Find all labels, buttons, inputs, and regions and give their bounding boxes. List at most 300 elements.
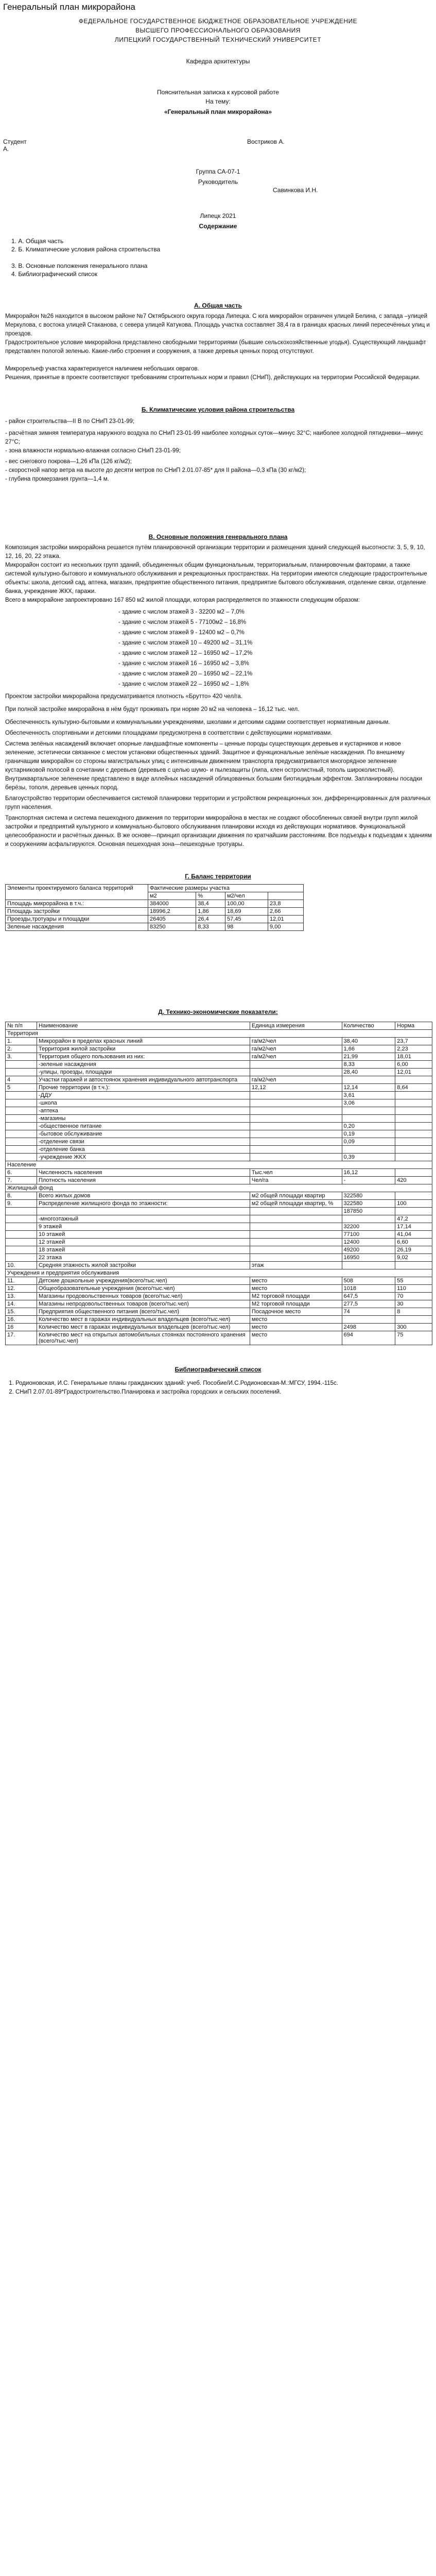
table-cell: 26405 (148, 916, 196, 923)
supervisor-label: Руководитель (198, 178, 238, 185)
table-cell: 11. (6, 1277, 37, 1285)
table-row (6, 1038, 432, 1045)
table-row (6, 1069, 432, 1076)
table-cell: -аптека (37, 1107, 250, 1115)
table-cell (6, 1239, 37, 1246)
table-cell: 18 этажей (37, 1246, 250, 1254)
table-cell: 0,39 (342, 1154, 395, 1161)
table-cell: 12400 (342, 1239, 395, 1246)
table-cell (6, 1061, 37, 1069)
table-cell: Территория общего пользования из них: (37, 1053, 250, 1061)
table-cell: Количество мест в гаражах индивидуальных владельцев (всего/тыс.чел) (37, 1324, 250, 1331)
floor-item: - здание с числом этажей 16 – 16950 м2 – 3,8% (118, 660, 249, 667)
table-row (6, 1169, 432, 1177)
table-cell: 57,45 (225, 916, 268, 923)
table-cell (342, 1215, 395, 1223)
table-cell: м2 общей площади квартир (250, 1192, 342, 1200)
table-row (6, 1177, 432, 1184)
table-cell (6, 1069, 37, 1076)
table-cell (342, 1107, 395, 1115)
table-cell (342, 1316, 395, 1324)
table-cell (6, 1107, 37, 1115)
table-cell: 12,14 (342, 1084, 395, 1092)
paragraph: Система зелёных насаждений включает опорные ландшафтные компоненты – ценные породы существующих деревьев и кустарников и новое зеленение, эстетически связанное с местом установки общественных зданий. Защитное и функциональные зелёные насаждения. По внешнему граничащим микрорайон со стороны магистральных улиц с интенсивным движением транспорта предусматривается многорядное зеленение кустарниковой полосой в сочетании с деревьев (деревьев с целью шумо- и пылезащиты (липа, клен остролистный, тополь широколистный). Внутриквартальное зеленение представлено в виде аллейных насаждений облицованных большим биотицидным эффектом. Запланированы посадки берёзы, тополя, деревьев ценных пород. (5, 741, 423, 791)
table-row (6, 1099, 432, 1107)
table-section-label: Жилищный фонд (6, 1184, 432, 1192)
table-cell: Количество мест на открытых автомобильных стоянках постоянного хранения (всего/тыс.чел) (37, 1331, 250, 1345)
climate-item: - вес снегового покрова—1,26 кПа (126 кг/м2); (5, 459, 132, 465)
table-cell (250, 1061, 342, 1069)
table-cell: место (250, 1324, 342, 1331)
table-cell: 12 этажей (37, 1239, 250, 1246)
student-block (0, 138, 436, 158)
table-cell (250, 1239, 342, 1246)
student-label: Студент (3, 138, 27, 145)
table-cell: га/м2/чел (250, 1053, 342, 1061)
table-cell: 300 (395, 1324, 432, 1331)
table-cell (250, 1092, 342, 1099)
table-cell: 18,69 (225, 908, 268, 916)
balance-table-title: Г. Баланс территории (185, 873, 251, 880)
table-row (6, 1154, 432, 1161)
table-cell: 83250 (148, 923, 196, 931)
table-cell: М2 торговой площади (250, 1300, 342, 1308)
climate-item: - скоростной напор ветра на высоте до десяти метров по СНиП 2.01.07-85* для II района—0,3 кПа (30 кг/м2); (5, 467, 306, 473)
table-cell: 0,20 (342, 1123, 395, 1130)
table-cell (6, 1223, 37, 1231)
section-b-title: Б. Климатические условия района строительства (141, 406, 295, 413)
table-cell: 694 (342, 1331, 395, 1345)
table-cell: место (250, 1277, 342, 1285)
paragraph: Обеспеченность культурно-бытовыми и коммунальными учреждениями, школами и детскими садами соответствует нормативным данным. (5, 719, 390, 725)
table-cell: 1018 (342, 1285, 395, 1293)
table-cell (395, 1262, 432, 1269)
table-cell: 9. (6, 1200, 37, 1208)
table-cell: -отделение связи (37, 1138, 250, 1146)
table-cell: 17,14 (395, 1223, 432, 1231)
table-row (6, 1208, 432, 1215)
table-cell: 12,12 (250, 1084, 342, 1092)
table-row (6, 1262, 432, 1269)
tep-body (6, 1030, 432, 1345)
floors-list (0, 607, 436, 689)
table-cell: 2. (6, 1045, 37, 1053)
table-row (6, 1223, 432, 1231)
table-cell (6, 1092, 37, 1099)
table-section-row (6, 1184, 432, 1192)
table-cell: 16,12 (342, 1169, 395, 1177)
paragraph: При полной застройке микрорайона в нём будут проживать при норме 20 м2 на человека – 16,12 тыс. чел. (5, 706, 300, 713)
table-cell (250, 1123, 342, 1130)
table-cell: Распределение жилищного фонда по этажности: (37, 1200, 250, 1208)
section-a-body (5, 312, 432, 382)
table-cell: -улицы, проезды, площадки (37, 1069, 250, 1076)
table-cell: 38,4 (196, 900, 225, 908)
table-cell (395, 1192, 432, 1200)
table-row (6, 1084, 432, 1092)
table-row (6, 1123, 432, 1130)
table-row (6, 1308, 432, 1316)
table-cell: 110 (395, 1285, 432, 1293)
toc-item[interactable]: 2. Б. Климатические условия района строительства (11, 246, 161, 253)
floor-item: - здание с числом этажей 12 – 16950 м2 – 17,2% (118, 650, 253, 656)
table-cell: - (342, 1177, 395, 1184)
table-row (6, 1138, 432, 1146)
table-cell (6, 1154, 37, 1161)
table-cell: 17. (6, 1331, 37, 1345)
table-cell: 23,7 (395, 1038, 432, 1045)
table-cell: 18,01 (395, 1053, 432, 1061)
climate-item: - глубина промерзания грунта—1,4 м. (5, 476, 109, 482)
table-header: Единица измерения (250, 1022, 342, 1030)
table-cell: 10 этажей (37, 1231, 250, 1239)
table-cell: 70 (395, 1293, 432, 1300)
table-row (6, 1053, 432, 1061)
section-b-body (5, 417, 432, 484)
table-cell: га/м2/чел (250, 1038, 342, 1045)
table-cell: 6. (6, 1169, 37, 1177)
table-cell: га/м2/чел (250, 1076, 342, 1084)
toc-item[interactable]: 3. В. Основные положения генерального плана (11, 262, 148, 269)
bib-list (7, 1379, 432, 1397)
table-row (6, 1246, 432, 1254)
table-cell: 15. (6, 1308, 37, 1316)
section-a-title: А. Общая часть (194, 302, 242, 309)
table-cell (250, 1115, 342, 1123)
paragraph: Транспортная система и система пешеходного движения по территории микрорайона в местах не создают обособленных связей внутри групп жилой застройки и предприятий культурного и коммунально-бытового обслуживания планировки исходя из действующих нормативов. Функциональной целесообразности и расчётных данных. В же основе—принцип организации движения по кратчайшим расстояниям. Все подъезды к подъездам к зданиям и сооружениям асфальтируются. Основная пешеходная зона—пешеходные тротуары. (5, 815, 432, 848)
table-section-row (6, 1269, 432, 1277)
table-cell: 75 (395, 1331, 432, 1345)
bib-title: Библиографический список (175, 1366, 261, 1373)
table-row (6, 1215, 432, 1223)
table-row (6, 1324, 432, 1331)
table-cell: 26,19 (395, 1246, 432, 1254)
table-cell: 16. (6, 1316, 37, 1324)
table-cell (250, 1138, 342, 1146)
table-cell: -многоэтажный (37, 1215, 250, 1223)
table-row (6, 1254, 432, 1262)
table-cell (250, 1223, 342, 1231)
paragraph: Градостроительное условие микрорайона представлено свободными территориями (бывшие сельскохозяйственные угодья). Существующий ландшафт представлен пологой зеленью. Какие-либо строения и сооружения, а также деревья ценных пород отсутствуют. (5, 340, 426, 354)
table-cell: М2 торговой площади (250, 1293, 342, 1300)
table-cell: 1,86 (196, 908, 225, 916)
table-cell: Количество мест в гаражах индивидуальных владельцев (всего/тыс.чел) (37, 1316, 250, 1324)
table-cell (395, 1208, 432, 1215)
table-cell (250, 1154, 342, 1161)
table-cell: 21,99 (342, 1053, 395, 1061)
table-cell: 74 (342, 1308, 395, 1316)
table-cell: -общественное питание (37, 1123, 250, 1130)
table-row (6, 1239, 432, 1246)
table-section-label: Население (6, 1161, 432, 1169)
table-cell (250, 1146, 342, 1154)
table-cell: 8 (395, 1308, 432, 1316)
table-row (6, 1092, 432, 1099)
table-cell: 32200 (342, 1223, 395, 1231)
table-cell (395, 1107, 432, 1115)
tep-table (5, 1022, 432, 1345)
table-cell (6, 1215, 37, 1223)
table-section-label: Территория (6, 1030, 432, 1038)
group: Группа СА-07-1 (196, 168, 240, 175)
table-cell (250, 1215, 342, 1223)
table-cell: 26,4 (196, 916, 225, 923)
student-initial: А. (3, 145, 9, 152)
table-row (6, 908, 304, 916)
table-row (6, 1285, 432, 1293)
floor-item: - здание с числом этажей 20 – 16950 м2 – 22,1% (118, 671, 253, 677)
table-cell: 322580 (342, 1192, 395, 1200)
toc-item[interactable]: 4. Библиографический список (11, 270, 98, 278)
table-cell: 18996,2 (148, 908, 196, 916)
paragraph: Проектом застройки микрорайона предусматривается плотность «Брутто» 420 чел/га. (5, 693, 242, 700)
bib-item: 2. СНиП 2.07.01-89*Градостроительство.Планировка и застройка городских и сельских поселений. (15, 1388, 432, 1397)
table-row (6, 1300, 432, 1308)
table-cell (395, 1130, 432, 1138)
table-cell: 2498 (342, 1324, 395, 1331)
table-cell: м2 общей площади квартир, % (250, 1200, 342, 1208)
table-cell: 13. (6, 1293, 37, 1300)
table-cell (342, 1076, 395, 1084)
table-row (6, 1293, 432, 1300)
section-c-title: В. Основные положения генерального плана (148, 533, 288, 540)
table-cell: 41,04 (395, 1231, 432, 1239)
table-row (6, 1107, 432, 1115)
table-cell: Общеобразовательные учреждения (всего/тыс.чел) (37, 1285, 250, 1293)
table-cell (6, 1231, 37, 1239)
table-cell: 3. (6, 1053, 37, 1061)
section-c-body-2 (5, 692, 432, 849)
table-cell: Микрорайон в пределах красных линий (37, 1038, 250, 1045)
table-header: Элементы проектируемого баланса территорий (6, 885, 148, 900)
climate-item: - расчётная зимняя температура наружного воздуха по СНиП 23-01-99 наиболее холодных суток—минус 32°C; наиболее холодной пятидневки—минус 27°C; (5, 430, 423, 445)
table-cell (395, 1099, 432, 1107)
table-row (6, 1316, 432, 1324)
toc-item[interactable]: 1. А. Общая часть (11, 238, 64, 245)
table-cell (6, 1208, 37, 1215)
table-cell: 12. (6, 1285, 37, 1293)
table-cell: 100 (395, 1200, 432, 1208)
paragraph: Решения, принятые в проекте соответствуют требованиям строительных норм и правил (СНиП), действующих на территории Российской Федерации. (5, 375, 421, 381)
table-cell: -бытовое обслуживание (37, 1130, 250, 1138)
table-cell: 10. (6, 1262, 37, 1269)
table-cell (395, 1146, 432, 1154)
table-row (6, 1277, 432, 1285)
table-cell (6, 1246, 37, 1254)
table-subheader: % (196, 892, 225, 900)
table-cell (6, 1115, 37, 1123)
table-cell: Предприятия общественного питания (всего/тыс.чел) (37, 1308, 250, 1316)
header-line-1: ФЕДЕРАЛЬНОЕ ГОСУДАРСТВЕННОЕ БЮДЖЕТНОЕ ОБРАЗОВАТЕЛЬНОЕ УЧРЕЖДЕНИЕ (78, 18, 358, 25)
table-cell: 47,2 (395, 1215, 432, 1223)
table-cell: Тыс.чел (250, 1169, 342, 1177)
table-cell: 0,09 (342, 1138, 395, 1146)
table-cell: место (250, 1316, 342, 1324)
table-row (6, 1331, 432, 1345)
table-cell (395, 1115, 432, 1123)
table-cell: 384000 (148, 900, 196, 908)
table-cell: 8,33 (196, 923, 225, 931)
floor-item: - здание с числом этажей 3 - 32200 м2 – 7,0% (118, 609, 245, 615)
table-cell: Площадь застройки (6, 908, 148, 916)
table-header: Количество (342, 1022, 395, 1030)
table-cell: Численность населения (37, 1169, 250, 1177)
climate-item: - район строительства—II В по СНиП 23-01-99; (5, 418, 135, 425)
table-cell (37, 1208, 250, 1215)
table-cell (250, 1231, 342, 1239)
table-cell: 7. (6, 1177, 37, 1184)
table-row (6, 916, 304, 923)
table-cell: 8,33 (342, 1061, 395, 1069)
table-cell: 55 (395, 1277, 432, 1285)
table-cell (395, 1154, 432, 1161)
table-row (6, 1045, 432, 1053)
table-cell: 8. (6, 1192, 37, 1200)
floor-item: - здание с числом этажей 5 - 77100м2 – 16,8% (118, 619, 247, 625)
table-cell (342, 1115, 395, 1123)
table-cell: Всего жилых домов (37, 1192, 250, 1200)
paragraph: Благоустройство территории обеспечивается системой планировки территории и устройством рекреационных зон, дифференцированных для различных групп населения. (5, 795, 431, 810)
table-cell: 9 этажей (37, 1223, 250, 1231)
table-cell: Плотность населения (37, 1177, 250, 1184)
table-cell (250, 1099, 342, 1107)
table-cell: 647,5 (342, 1293, 395, 1300)
table-cell: 49200 (342, 1246, 395, 1254)
paragraph: Композиция застройки микрорайона решается путём планировочной организации территории и размещения зданий следующей высотности: 3, 5, 9, 10, 12, 16, 20, 22 этажа. (5, 545, 425, 560)
paragraph (5, 356, 432, 365)
paragraph: Микрорайон №26 находится в высоком районе №7 Октябрьского округа города Липецка. С юга микрорайон ограничен улицей Белина, с запада –улицей Меркулова, с востока улицей Стаканова, с севера улицей Катукова. Площадь участка составляет 38,4 га в границах красных линий пересечённых улиц и проездов. (5, 313, 430, 337)
table-cell: 5 (6, 1084, 37, 1092)
department: Кафедра архитектуры (186, 58, 250, 65)
tep-table-title: Д. Технико-экономические показатели: (158, 1008, 278, 1015)
paragraph: Микрорельеф участка характеризуется наличием небольших оврагов. (5, 366, 199, 372)
table-cell: 2,23 (395, 1045, 432, 1053)
table-cell: 277,5 (342, 1300, 395, 1308)
table-cell: Зеленые насаждения (6, 923, 148, 931)
table-header: Норма (395, 1022, 432, 1030)
table-cell (395, 1076, 432, 1084)
table-cell: 28,40 (342, 1069, 395, 1076)
table-header: № п/п (6, 1022, 37, 1030)
toc-title: Содержание (199, 223, 237, 230)
table-cell (395, 1169, 432, 1177)
floor-item: - здание с числом этажей 22 – 16950 м2 – 1,8% (118, 681, 249, 687)
table-cell: 16 (6, 1324, 37, 1331)
table-cell: 3,06 (342, 1099, 395, 1107)
page-title: Генеральный план микрорайона (3, 2, 135, 12)
table-cell: этаж (250, 1262, 342, 1269)
institution-header (0, 16, 436, 44)
paragraph: Всего в микрорайоне запроектировано 167 850 м2 жилой площади, которая распределяется по этажности следующим образом: (5, 597, 360, 603)
table-cell: 77100 (342, 1231, 395, 1239)
table-row (6, 1192, 432, 1200)
table-row (6, 1200, 432, 1208)
balance-table (5, 884, 304, 931)
table-cell: Проезды,тротуары и площадки (6, 916, 148, 923)
table-header: Фактические размеры участка (148, 885, 304, 892)
table-row (6, 1115, 432, 1123)
header-line-2: ВЫСШЕГО ПРОФЕССИОНАЛЬНОГО ОБРАЗОВАНИЯ (135, 27, 301, 34)
table-section-row (6, 1030, 432, 1038)
table-cell (250, 1130, 342, 1138)
table-cell (250, 1254, 342, 1262)
table-cell: 12,01 (395, 1069, 432, 1076)
table-row (6, 1146, 432, 1154)
paragraph: Обеспеченность спортивными и детскими площадками предусмотрена в соответствии с действующими нормативами. (5, 730, 333, 736)
paragraph: Микрорайон состоит из нескольких групп зданий, объединенных общим функциональным, территориальным, планировочным факторами, а также системой культурно-бытового и коммунального обслуживания и рекреационных пространствах. На территории имеются следующие градостроительные объекты: школа, детский сад, аптека, магазин, предприятие общественного питания, предприятие бытового обслуживания, отделение связи, отделение банка, учреждение ЖКХ, гаражи. (5, 562, 427, 595)
table-cell: -учреждение ЖКХ (37, 1154, 250, 1161)
table-cell: Прочие территории (в т.ч.): (37, 1084, 250, 1092)
city-year: Липецк 2021 (200, 212, 236, 219)
table-cell: 1,66 (342, 1045, 395, 1053)
table-row (6, 1130, 432, 1138)
table-cell: га/м2/чел (250, 1045, 342, 1053)
table-cell: 187850 (342, 1208, 395, 1215)
table-row (6, 1231, 432, 1239)
student-name: Востриков А. (247, 138, 285, 145)
table-cell (395, 1092, 432, 1099)
table-cell: Участки гаражей и автостоянок хранения индивидуального автотранспорта (37, 1076, 250, 1084)
table-header: Наименование (37, 1022, 250, 1030)
table-cell (6, 1146, 37, 1154)
floor-item: - здание с числом этажей 10 – 49200 м2 – 31,1% (118, 640, 253, 646)
table-cell: 2,66 (268, 908, 304, 916)
table-cell: Площадь микрорайона в т.ч.: (6, 900, 148, 908)
document-page (0, 2, 436, 1397)
table-cell: 1. (6, 1038, 37, 1045)
table-cell: 9,00 (268, 923, 304, 931)
table-subheader (268, 892, 304, 900)
topic: «Генеральный план микрорайона» (164, 108, 272, 115)
table-cell: 322580 (342, 1200, 395, 1208)
table-cell (6, 1099, 37, 1107)
table-header-row (6, 1022, 432, 1030)
table-cell (250, 1208, 342, 1215)
table-cell: 98 (225, 923, 268, 931)
table-cell: 23,8 (268, 900, 304, 908)
floor-item: - здание с числом этажей 9 - 12400 м2 – 0,7% (118, 630, 245, 636)
topic-label: На тему: (205, 98, 231, 105)
table-cell (342, 1262, 395, 1269)
table-cell: 0,19 (342, 1130, 395, 1138)
table-cell: -школа (37, 1099, 250, 1107)
table-cell: -зеленые насаждения (37, 1061, 250, 1069)
climate-note: - зона влажности нормально-влажная согласно СНиП 23-01-99; (5, 448, 181, 454)
table-section-label: Учреждения и предприятия обслуживания (6, 1269, 432, 1277)
table-cell: 14. (6, 1300, 37, 1308)
table-cell (395, 1138, 432, 1146)
table-cell (395, 1316, 432, 1324)
table-cell (6, 1123, 37, 1130)
table-cell: место (250, 1285, 342, 1293)
table-row (6, 1061, 432, 1069)
table-cell: Магазины непродовольственных товаров (всего/тыс.чел) (37, 1300, 250, 1308)
section-c-body-1 (5, 544, 432, 605)
header-line-3: ЛИПЕЦКИЙ ГОСУДАРСТВЕННЫЙ ТЕХНИЧЕСКИЙ УНИВЕРСИТЕТ (114, 36, 322, 43)
table-header-row (6, 885, 304, 892)
table-cell: -ДДУ (37, 1092, 250, 1099)
table-cell: 6,00 (395, 1061, 432, 1069)
table-cell: -отделение банка (37, 1146, 250, 1154)
table-cell: Детские дошкольные учреждения(всего/тыс.чел) (37, 1277, 250, 1285)
toc-list (0, 237, 436, 278)
table-cell: место (250, 1331, 342, 1345)
table-cell: 508 (342, 1277, 395, 1285)
table-cell: 6,60 (395, 1239, 432, 1246)
table-cell: Территория жилой застройки (37, 1045, 250, 1053)
supervisor-name: Савинкова И.Н. (273, 187, 318, 194)
table-cell: 420 (395, 1177, 432, 1184)
